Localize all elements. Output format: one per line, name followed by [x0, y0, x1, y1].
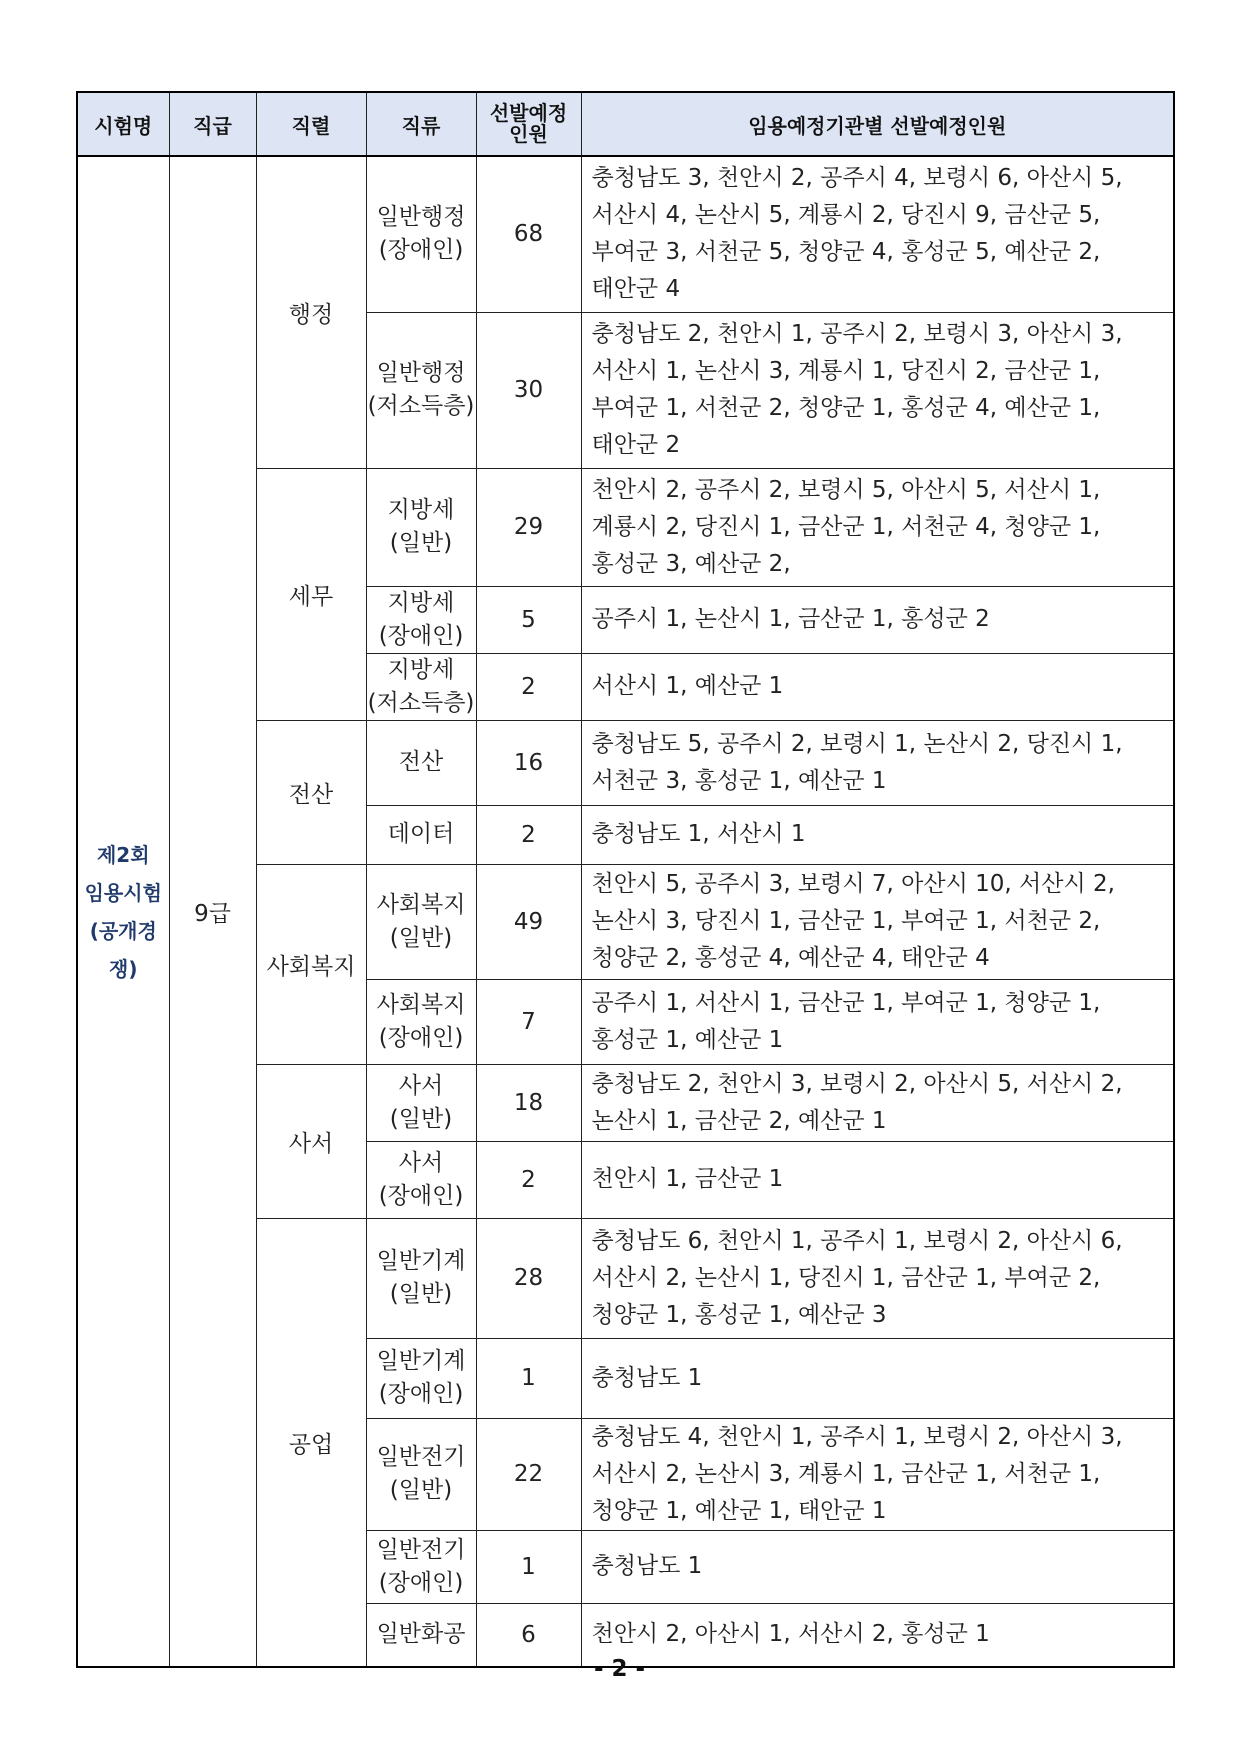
- header-grade: 직급: [169, 92, 256, 156]
- allocation-cell: 천안시 5, 공주시 3, 보령시 7, 아산시 10, 서산시 2, 논산시 3, 당진시 1, 금산군 1, 부여군 1, 서천군 2, 청양군 2, 홍성군 4, 예산군 4, 태안군 4: [581, 864, 1174, 979]
- class-qualifier: (일반): [389, 1281, 453, 1307]
- exam-name-line2: 임용시험: [84, 880, 162, 905]
- class-name: 사서: [398, 1149, 444, 1176]
- class-qualifier: (장애인): [378, 1569, 464, 1596]
- planned-count-cell: 1: [476, 1530, 581, 1603]
- class-cell: [366, 1338, 476, 1418]
- class-cell: [366, 1141, 476, 1218]
- class-name: 전산: [398, 749, 444, 775]
- class-qualifier: (장애인): [378, 1182, 464, 1209]
- series-cell: 사회복지: [256, 864, 366, 1064]
- allocation-cell: 충청남도 1, 서산시 1: [581, 805, 1174, 864]
- planned-count-cell: 22: [476, 1418, 581, 1530]
- planned-count-cell: 2: [476, 653, 581, 720]
- header-exam-name: 시험명: [77, 92, 169, 156]
- class-qualifier: (일반): [389, 924, 453, 951]
- allocation-cell: 충청남도 6, 천안시 1, 공주시 1, 보령시 2, 아산시 6, 서산시 2, 논산시 1, 당진시 1, 금산군 1, 부여군 2, 청양군 1, 홍성군 1, 예산군 3: [581, 1218, 1174, 1338]
- exam-name-cell: [77, 156, 169, 1667]
- class-qualifier: (일반): [389, 1105, 453, 1132]
- header-row: [77, 92, 1174, 156]
- class-name: 데이터: [387, 821, 455, 847]
- allocation-cell: 충청남도 1: [581, 1530, 1174, 1603]
- header-planned-line2: 인원: [509, 121, 548, 146]
- series-cell: 공업: [256, 1218, 366, 1667]
- allocation-cell: 천안시 2, 공주시 2, 보령시 5, 아산시 5, 서산시 1, 계룡시 2, 당진시 1, 금산군 1, 서천군 4, 청양군 1, 홍성군 3, 예산군 2,: [581, 468, 1174, 586]
- planned-count-cell: 49: [476, 864, 581, 979]
- class-qualifier: (저소득층): [367, 689, 475, 716]
- table-row: [77, 156, 1174, 312]
- class-cell: [366, 1530, 476, 1603]
- class-cell: [366, 468, 476, 586]
- grade-cell: 9급: [169, 156, 256, 1667]
- allocation-cell: 공주시 1, 서산시 1, 금산군 1, 부여군 1, 청양군 1, 홍성군 1, 예산군 1: [581, 979, 1174, 1064]
- class-name: 지방세: [387, 589, 455, 616]
- class-qualifier: (장애인): [378, 1381, 464, 1407]
- header-series: 직렬: [256, 92, 366, 156]
- allocation-cell: 충청남도 4, 천안시 1, 공주시 1, 보령시 2, 아산시 3, 서산시 2, 논산시 3, 계룡시 1, 금산군 1, 서천군 1, 청양군 1, 예산군 1, 태안군 1: [581, 1418, 1174, 1530]
- class-cell: [366, 156, 476, 312]
- class-cell: [366, 805, 476, 864]
- series-cell: 행정: [256, 156, 366, 468]
- allocation-cell: 서산시 1, 예산군 1: [581, 653, 1174, 720]
- planned-count-cell: 1: [476, 1338, 581, 1418]
- allocation-cell: 충청남도 2, 천안시 1, 공주시 2, 보령시 3, 아산시 3, 서산시 1, 논산시 3, 계룡시 1, 당진시 2, 금산군 1, 부여군 1, 서천군 2, 청양군 1, 홍성군 4, 예산군 1, 태안군 2: [581, 312, 1174, 468]
- allocation-cell: 충청남도 2, 천안시 3, 보령시 2, 아산시 5, 서산시 2, 논산시 1, 금산군 2, 예산군 1: [581, 1064, 1174, 1141]
- class-cell: [366, 979, 476, 1064]
- class-cell: [366, 864, 476, 979]
- planned-count-cell: 7: [476, 979, 581, 1064]
- class-cell: [366, 653, 476, 720]
- recruitment-table: [76, 91, 1175, 1668]
- class-name: 일반기계: [376, 1348, 466, 1374]
- series-cell: 사서: [256, 1064, 366, 1218]
- class-cell: [366, 1064, 476, 1141]
- header-planned-count: [476, 92, 581, 156]
- planned-count-cell: 30: [476, 312, 581, 468]
- class-name: 일반행정: [376, 360, 466, 386]
- class-name: 지방세: [387, 497, 455, 523]
- class-qualifier: (장애인): [378, 237, 464, 264]
- allocation-cell: 천안시 2, 아산시 1, 서산시 2, 홍성군 1: [581, 1603, 1174, 1667]
- allocation-cell: 충청남도 1: [581, 1338, 1174, 1418]
- class-qualifier: (일반): [389, 1477, 453, 1503]
- class-qualifier: (장애인): [378, 1024, 464, 1051]
- class-qualifier: (저소득층): [367, 393, 475, 419]
- planned-count-cell: 16: [476, 720, 581, 805]
- class-name: 일반화공: [376, 1621, 466, 1648]
- class-cell: [366, 1218, 476, 1338]
- header-planned-line1: 선발예정: [489, 100, 568, 125]
- class-qualifier: (일반): [389, 530, 453, 556]
- class-name: 사회복지: [376, 891, 466, 918]
- planned-count-cell: 6: [476, 1603, 581, 1667]
- class-name: 일반기계: [376, 1248, 466, 1274]
- planned-count-cell: 29: [476, 468, 581, 586]
- class-cell: [366, 312, 476, 468]
- class-cell: [366, 720, 476, 805]
- class-cell: [366, 1418, 476, 1530]
- class-name: 일반전기: [376, 1536, 466, 1563]
- page-number: - 2 -: [593, 1656, 646, 1682]
- planned-count-cell: 28: [476, 1218, 581, 1338]
- planned-count-cell: 2: [476, 1141, 581, 1218]
- header-allocation: 임용예정기관별 선발예정인원: [581, 92, 1174, 156]
- planned-count-cell: 5: [476, 586, 581, 653]
- allocation-cell: 천안시 1, 금산군 1: [581, 1141, 1174, 1218]
- exam-name-line1: 제2회: [96, 842, 150, 867]
- allocation-cell: 충청남도 3, 천안시 2, 공주시 4, 보령시 6, 아산시 5, 서산시 4, 논산시 5, 계룡시 2, 당진시 9, 금산군 5, 부여군 3, 서천군 5, 청양군 4, 홍성군 5, 예산군 2, 태안군 4: [581, 156, 1174, 312]
- class-name: 지방세: [387, 656, 455, 683]
- planned-count-cell: 68: [476, 156, 581, 312]
- class-qualifier: (장애인): [378, 622, 464, 649]
- allocation-cell: 충청남도 5, 공주시 2, 보령시 1, 논산시 2, 당진시 1, 서천군 3, 홍성군 1, 예산군 1: [581, 720, 1174, 805]
- class-name: 일반전기: [376, 1444, 466, 1470]
- class-cell: [366, 586, 476, 653]
- series-cell: 세무: [256, 468, 366, 720]
- series-cell: 전산: [256, 720, 366, 864]
- class-name: 일반행정: [376, 204, 466, 231]
- exam-name-line3: (공개경쟁): [89, 918, 157, 981]
- planned-count-cell: 18: [476, 1064, 581, 1141]
- class-name: 사서: [398, 1072, 444, 1099]
- allocation-cell: 공주시 1, 논산시 1, 금산군 1, 홍성군 2: [581, 586, 1174, 653]
- planned-count-cell: 2: [476, 805, 581, 864]
- class-name: 사회복지: [376, 991, 466, 1018]
- header-class: 직류: [366, 92, 476, 156]
- recruitment-table-container: [76, 91, 1173, 1668]
